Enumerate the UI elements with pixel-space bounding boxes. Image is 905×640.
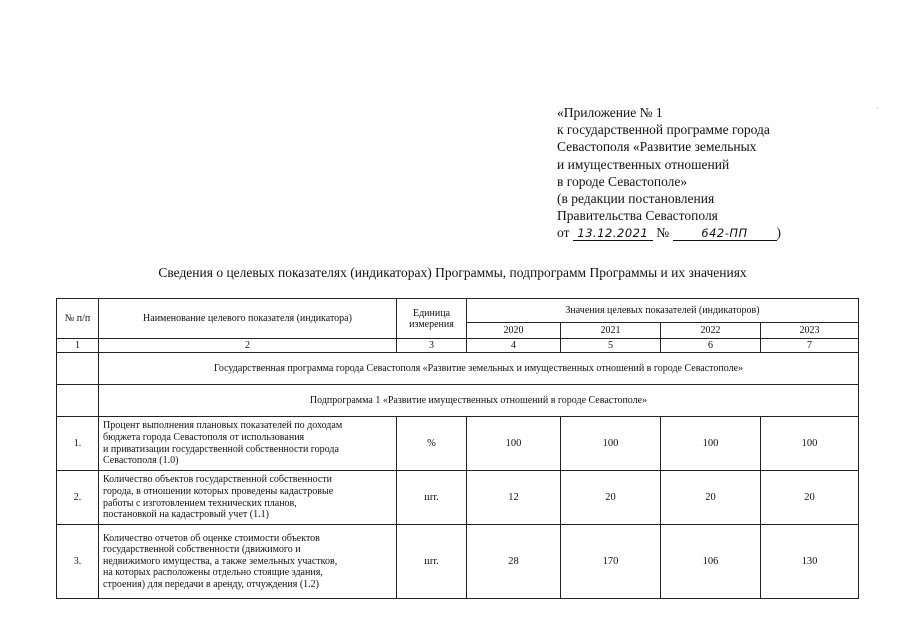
value-2021: 100 — [561, 417, 661, 471]
indicator-name-line: Севастополя (1.0) — [103, 455, 179, 467]
annex-line: Севастополя «Развитие земельных — [557, 139, 757, 155]
value-2022: 106 — [661, 525, 761, 599]
value-2023: 130 — [761, 525, 859, 599]
subprogram-row: Подпрограмма 1 «Развитие имущественных отношений в городе Севастополе» — [99, 385, 859, 417]
header-unit: Единица измерения — [397, 299, 467, 339]
table-row — [57, 525, 859, 599]
value-2022: 20 — [661, 471, 761, 525]
header-year: 2023 — [761, 323, 859, 339]
indicator-name-line: постановкой на кадастровый учет (1.1) — [103, 509, 269, 521]
header-year: 2020 — [467, 323, 561, 339]
close-paren: ) — [776, 225, 781, 241]
value-2023: 100 — [761, 417, 859, 471]
table-row — [57, 471, 859, 525]
value-2020: 12 — [467, 471, 561, 525]
annex-line: к государственной программе города — [557, 122, 770, 138]
indicator-name-line: города, в отношении которых проведены кадастровые — [103, 485, 334, 497]
annex-line: в городе Севастополе» — [557, 173, 688, 189]
indicator-name — [99, 417, 397, 471]
annex-line: (в редакции постановления — [557, 191, 715, 207]
indicator-unit: шт. — [397, 525, 467, 599]
annex-header — [557, 104, 781, 242]
header-name: Наименование целевого показателя (индикатора) — [99, 299, 397, 339]
column-number: 4 — [467, 339, 561, 353]
value-2023: 20 — [761, 471, 859, 525]
indicator-name-line: работы с изготовлением технических планов, — [103, 497, 297, 509]
row-num: 3. — [57, 525, 99, 599]
column-number: 1 — [57, 339, 99, 353]
annex-date-line — [557, 224, 781, 241]
indicator-name-line: Количество отчетов об оценке стоимости объектов — [103, 532, 320, 544]
column-number: 7 — [761, 339, 859, 353]
header-values-group: Значения целевых показателей (индикаторов) — [467, 299, 859, 323]
indicator-name — [99, 471, 397, 525]
column-number: 6 — [661, 339, 761, 353]
header-num: № п/п — [57, 299, 99, 339]
program-num-cell — [57, 353, 99, 385]
column-number: 2 — [99, 339, 397, 353]
indicators-table — [56, 298, 859, 599]
from-label: от — [557, 225, 570, 241]
column-number: 5 — [561, 339, 661, 353]
subprogram-num-cell — [57, 385, 99, 417]
handwritten-date: 13.12.2021 — [573, 227, 653, 241]
value-2021: 20 — [561, 471, 661, 525]
annex-line: и имущественных отношений — [557, 156, 730, 172]
column-number: 3 — [397, 339, 467, 353]
document-title: Сведения о целевых показателях (индикаторах) Программы, подпрограмм Программы и их значениях — [158, 265, 747, 280]
indicator-name — [99, 525, 397, 599]
indicator-name-line: Количество объектов государственной собственности — [103, 474, 333, 486]
value-2022: 100 — [661, 417, 761, 471]
indicator-unit: % — [397, 417, 467, 471]
annex-line: Правительства Севастополя — [557, 208, 718, 224]
table-row — [57, 417, 859, 471]
indicator-name-line: государственной собственности (движимого и — [103, 544, 301, 556]
scan-speck: · — [876, 104, 879, 113]
header-year: 2022 — [661, 323, 761, 339]
row-num: 2. — [57, 471, 99, 525]
indicator-name-line: на которых расположены отдельно стоящие здания, — [103, 567, 323, 579]
value-2020: 100 — [467, 417, 561, 471]
value-2021: 170 — [561, 525, 661, 599]
number-label: № — [656, 225, 670, 241]
indicator-name-line: и приватизации государственной собственности города — [103, 443, 339, 455]
value-2020: 28 — [467, 525, 561, 599]
header-year: 2021 — [561, 323, 661, 339]
indicator-unit: шт. — [397, 471, 467, 525]
row-num: 1. — [57, 417, 99, 471]
indicator-name-line: строения) для передачи в аренду, отчуждения (1.2) — [103, 578, 319, 590]
indicator-name-line: Процент выполнения плановых показателей по доходам — [103, 420, 343, 432]
handwritten-number: 642-ПП — [673, 227, 777, 241]
annex-line: «Приложение № 1 — [557, 105, 663, 120]
indicator-name-line: недвижимого имущества, а также земельных участков, — [103, 555, 338, 567]
program-row: Государственная программа города Севастополя «Развитие земельных и имущественных отношений в городе Севастополе» — [99, 353, 859, 385]
indicator-name-line: бюджета города Севастополя от использования — [103, 431, 305, 443]
